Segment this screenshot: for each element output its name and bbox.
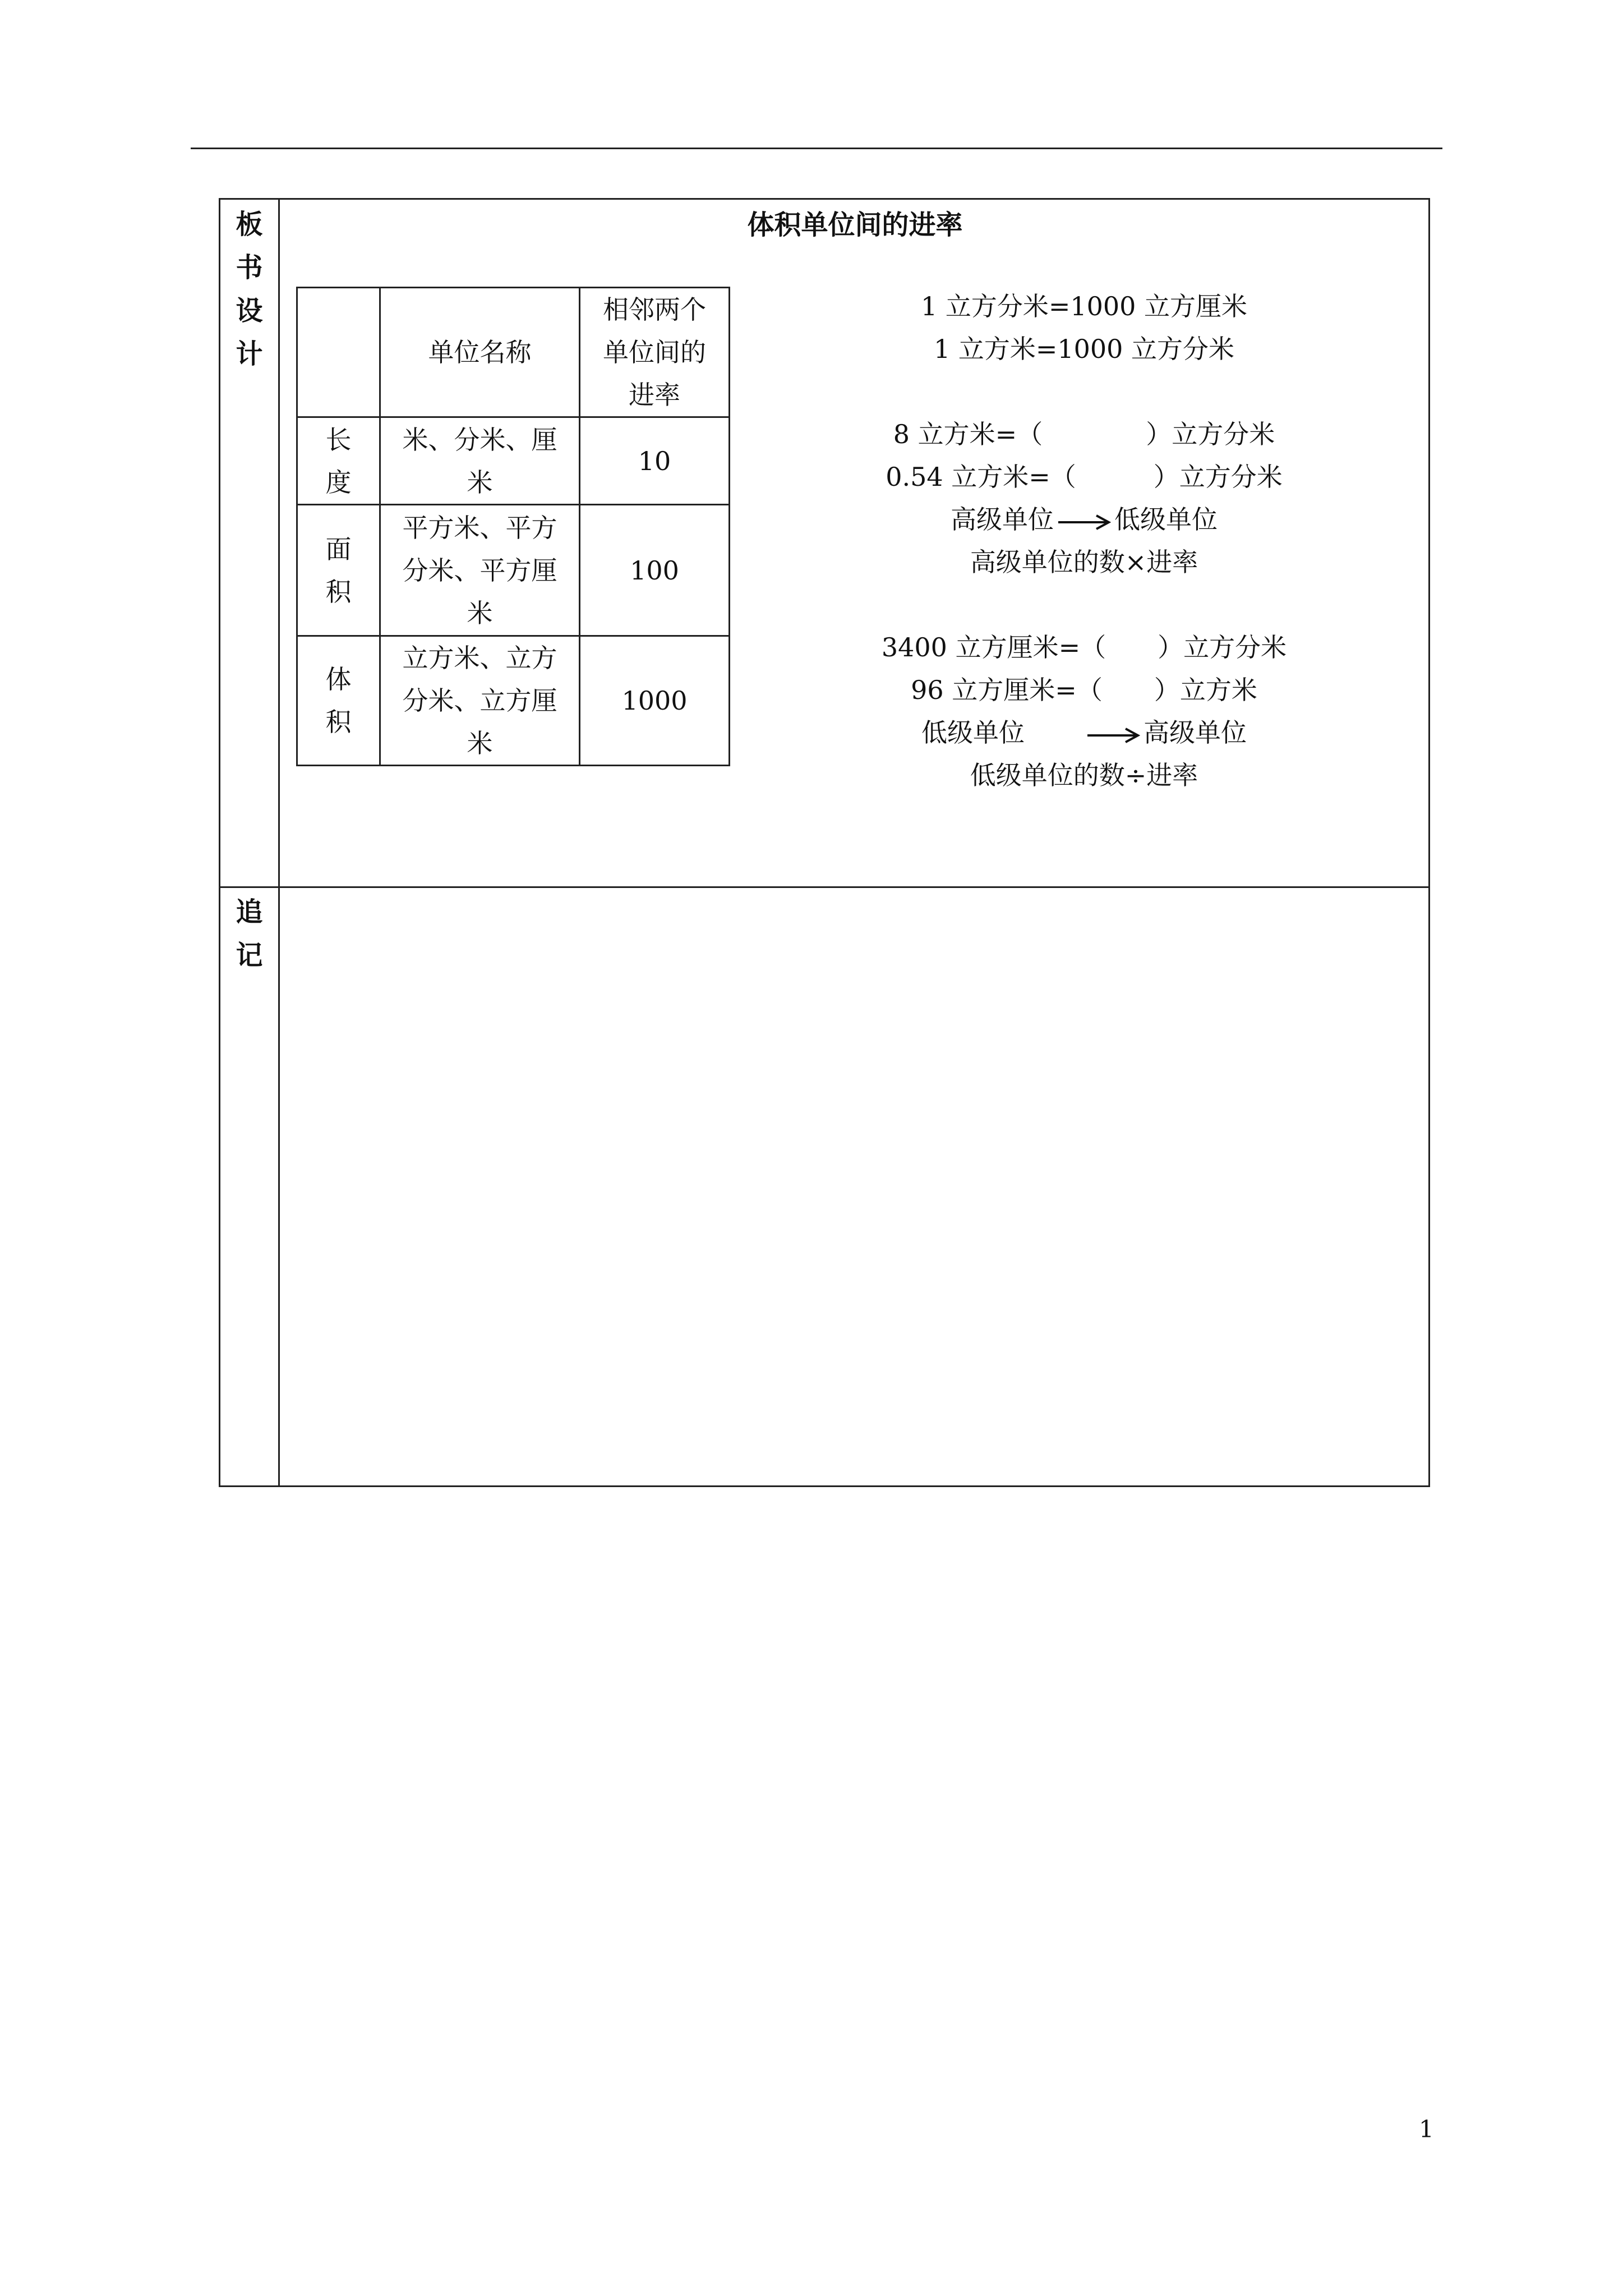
exercise-3: 3400 立方厘米=（ ）立方分米 — [881, 632, 1287, 662]
header-cell-blank — [297, 288, 380, 417]
table-header-row — [297, 288, 730, 417]
row-units: 平方米、平方 分米、平方厘 米 — [380, 505, 580, 636]
row-category: 体 积 — [297, 636, 380, 766]
rule1-to: 低级单位 — [1114, 504, 1218, 535]
rule-high-to-low — [804, 500, 1364, 541]
exercise-2: 0.54 立方米=（ ）立方分米 — [886, 462, 1283, 492]
row-rate: 1000 — [580, 636, 730, 766]
table-row — [297, 636, 730, 766]
header-cell-rate: 相邻两个 单位间的 进率 — [580, 288, 730, 417]
row-rate: 10 — [580, 417, 730, 505]
row-category: 面 积 — [297, 505, 380, 636]
table-row — [297, 417, 730, 505]
row-divider — [220, 886, 1428, 888]
board-title: 体积单位间的进率 — [747, 209, 963, 241]
arrow-right-icon — [1086, 715, 1140, 754]
exercise-1: 8 立方米=（ ）立方分米 — [893, 419, 1275, 449]
row-rate: 100 — [580, 505, 730, 636]
notes-label: 追 记 — [236, 896, 263, 971]
row-units: 立方米、立方 分米、立方厘 米 — [380, 636, 580, 766]
table-row — [297, 505, 730, 636]
exercise-4: 96 立方厘米=（ ）立方米 — [911, 675, 1257, 705]
header-cell-unit-name: 单位名称 — [380, 288, 580, 417]
lesson-plan-table — [219, 198, 1430, 1487]
rule2-to: 高级单位 — [1144, 717, 1247, 748]
unit-rate-table — [296, 287, 730, 766]
row-units: 米、分米、厘 米 — [380, 417, 580, 505]
formula-dm3-cm3: 1 立方分米=1000 立方厘米 — [920, 291, 1248, 321]
formula-m3-dm3: 1 立方米=1000 立方分米 — [933, 334, 1235, 364]
arrow-right-icon — [1057, 502, 1111, 541]
rule-low-to-high — [804, 713, 1364, 754]
page-number: 1 — [1419, 2115, 1434, 2143]
rule2-from: 低级单位 — [921, 717, 1025, 748]
board-design-label: 板 书 设 计 — [236, 209, 263, 370]
rule1-method: 高级单位的数×进率 — [970, 547, 1198, 577]
header-rule — [191, 148, 1442, 149]
row-category: 长 度 — [297, 417, 380, 505]
rule1-from: 高级单位 — [951, 504, 1054, 535]
label-column — [220, 200, 280, 1485]
rule2-method: 低级单位的数÷进率 — [970, 760, 1198, 790]
